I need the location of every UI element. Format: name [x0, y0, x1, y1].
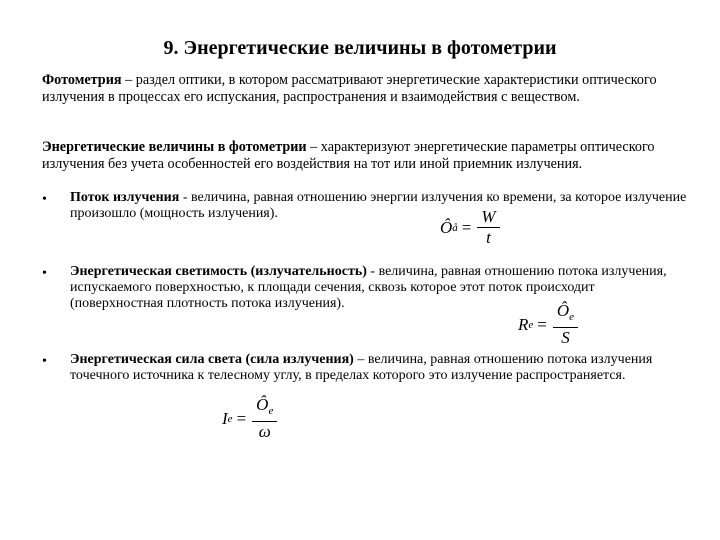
term-radiant-exitance: Энергетическая светимость (излучательность): [70, 264, 367, 279]
bullet-radiant-flux: [70, 190, 688, 222]
fraction-numerator: $Ô_e$: [252, 396, 277, 422]
formula-radiant-intensity: [222, 396, 277, 441]
formula-lhs-sub: e: [227, 412, 233, 425]
formula-radiant-flux: [440, 208, 500, 247]
intro-paragraph-photometry: [42, 72, 682, 106]
equals-sign: =: [236, 408, 247, 428]
formula-lhs: Ô: [440, 217, 453, 237]
page-title: 9. Энергетические величины в фотометрии: [163, 37, 557, 59]
definition-radiant-flux: - величина, равная отношению энергии излучения ко времени, за которое излучение произошло (мощность излучения).: [70, 190, 687, 221]
equals-sign: =: [461, 217, 472, 237]
equals-sign: =: [537, 314, 547, 334]
bullet-radiant-exitance: [70, 264, 688, 312]
formula-lhs: R: [518, 314, 529, 334]
formula-lhs: I: [222, 408, 228, 428]
formula-lhs-sub: e: [528, 318, 534, 331]
term-photometry: Фотометрия: [42, 72, 122, 88]
fraction-numerator: W: [477, 208, 499, 228]
fraction-denominator: S: [561, 328, 570, 347]
fraction-numerator: $Ô_e$: [553, 302, 578, 328]
bullet-radiant-intensity: [70, 352, 688, 384]
fraction-denominator: t: [486, 228, 491, 247]
intro-paragraph-energy-quantities: [42, 139, 682, 173]
fraction: [477, 208, 499, 247]
fraction: [252, 396, 277, 441]
bullet-icon: •: [42, 192, 47, 207]
bullet-icon: •: [42, 266, 47, 281]
formula-lhs-sub: å: [452, 221, 458, 234]
term-energy-quantities: Энергетические величины в фотометрии: [42, 139, 307, 155]
fraction: [553, 302, 578, 347]
formula-radiant-exitance: [518, 302, 578, 347]
definition-photometry: – раздел оптики, в котором рассматривают энергетические характеристики оптического излучения в процессах его испускания, распространения и взаимодействия с веществом.: [42, 72, 657, 105]
fraction-denominator: ω: [258, 422, 271, 441]
definition-radiant-intensity: – величина, равная отношению потока излучения точечного источника к телесному углу, в пределах которого это излучение распространяется.: [70, 352, 653, 383]
term-radiant-flux: Поток излучения: [70, 190, 183, 205]
term-radiant-intensity: Энергетическая сила света (сила излучения): [70, 352, 354, 367]
definition-radiant-exitance: - величина, равная отношению потока излучения, испускаемого поверхностью, к площади сечения, сквозь которое этот поток происходит (поверхностная плотность потока излучения).: [70, 264, 667, 311]
definition-energy-quantities: – характеризуют энергетические параметры оптического излучения без учета особенностей его воздействия на тот или иной приемник излучения.: [42, 139, 655, 172]
bullet-icon: •: [42, 354, 47, 369]
